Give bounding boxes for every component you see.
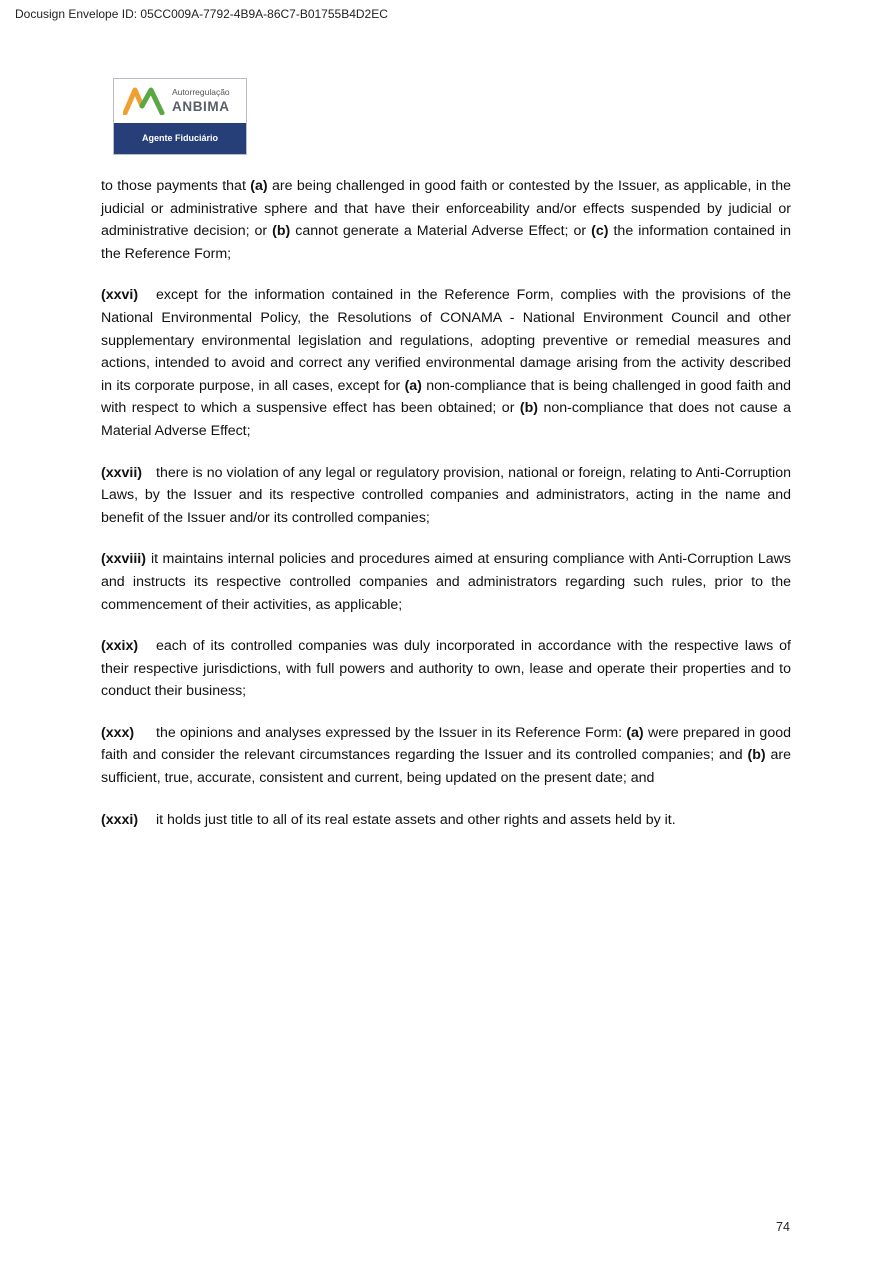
clause-number: (xxix)	[101, 638, 139, 655]
clause-xxix: (xxix) each of its controlled companies was duly incorporated in accordance with the respective laws of their respective jurisdictions, with full powers and authority to own, lease and operate their properties and to conduct their business;	[101, 635, 791, 703]
logo-top	[114, 79, 246, 124]
clause-xxvi: (xxvi) except for the information contained in the Reference Form, complies with the provisions of the National Environmental Policy, the Resolutions of CONAMA - National Environment Council and other supplementary environmental legislation and regulations, adopting preventive or remedial measures and actions, intended to avoid and correct any verified environmental damage arising from the activity described in its corporate purpose, in all cases, except for (a) non-compliance that is being challenged in good faith and with respect to which a suspensive effect has been obtained; or (b) non-compliance that does not cause a Material Adverse Effect;	[101, 284, 791, 442]
anbima-mark-icon	[123, 87, 165, 115]
anbima-logo	[113, 78, 247, 155]
clause-number: (xxx)	[101, 724, 135, 741]
envelope-id: Docusign Envelope ID: 05CC009A-7792-4B9A-86C7-B01755B4D2EC	[15, 7, 388, 21]
clause-xxx: (xxx) the opinions and analyses expressed by the Issuer in its Reference Form: (a) were prepared in good faith and consider the relevant circumstances regarding the Issuer and its controlled companies; and (b) are sufficient, true, accurate, consistent and current, being updated on the present date; and	[101, 722, 791, 790]
document-body	[101, 175, 791, 850]
clause-number: (xxxi)	[101, 811, 139, 828]
logo-bar-text: Agente Fiduciário	[114, 123, 246, 154]
clause-xxxi: (xxxi) it holds just title to all of its real estate assets and other rights and assets held by it.	[101, 809, 791, 832]
logo-small-text: Autorregulação	[172, 87, 230, 97]
clause-number: (xxvi)	[101, 287, 139, 304]
page-number: 74	[776, 1220, 790, 1234]
clause-number: (xxvii)	[101, 464, 143, 481]
paragraph-continuation: to those payments that (a) are being challenged in good faith or contested by the Issuer, as applicable, in the judicial or administrative sphere and that have their enforceability and/or effects suspended by judicial or administrative decision; or (b) cannot generate a Material Adverse Effect; or (c) the information contained in the Reference Form;	[101, 178, 791, 262]
clause-number: (xxviii)	[101, 551, 146, 568]
clause-xxviii: (xxviii) it maintains internal policies and procedures aimed at ensuring compliance with Anti-Corruption Laws and instructs its respective controlled companies and administrators regarding such rules, prior to the commencement of their activities, as applicable;	[101, 548, 791, 616]
clause-xxvii: (xxvii) there is no violation of any legal or regulatory provision, national or foreign, relating to Anti-Corruption Laws, by the Issuer and its respective controlled companies and administrators, acting in the name and benefit of the Issuer and/or its controlled companies;	[101, 462, 791, 530]
logo-brand: ANBIMA	[172, 99, 230, 114]
